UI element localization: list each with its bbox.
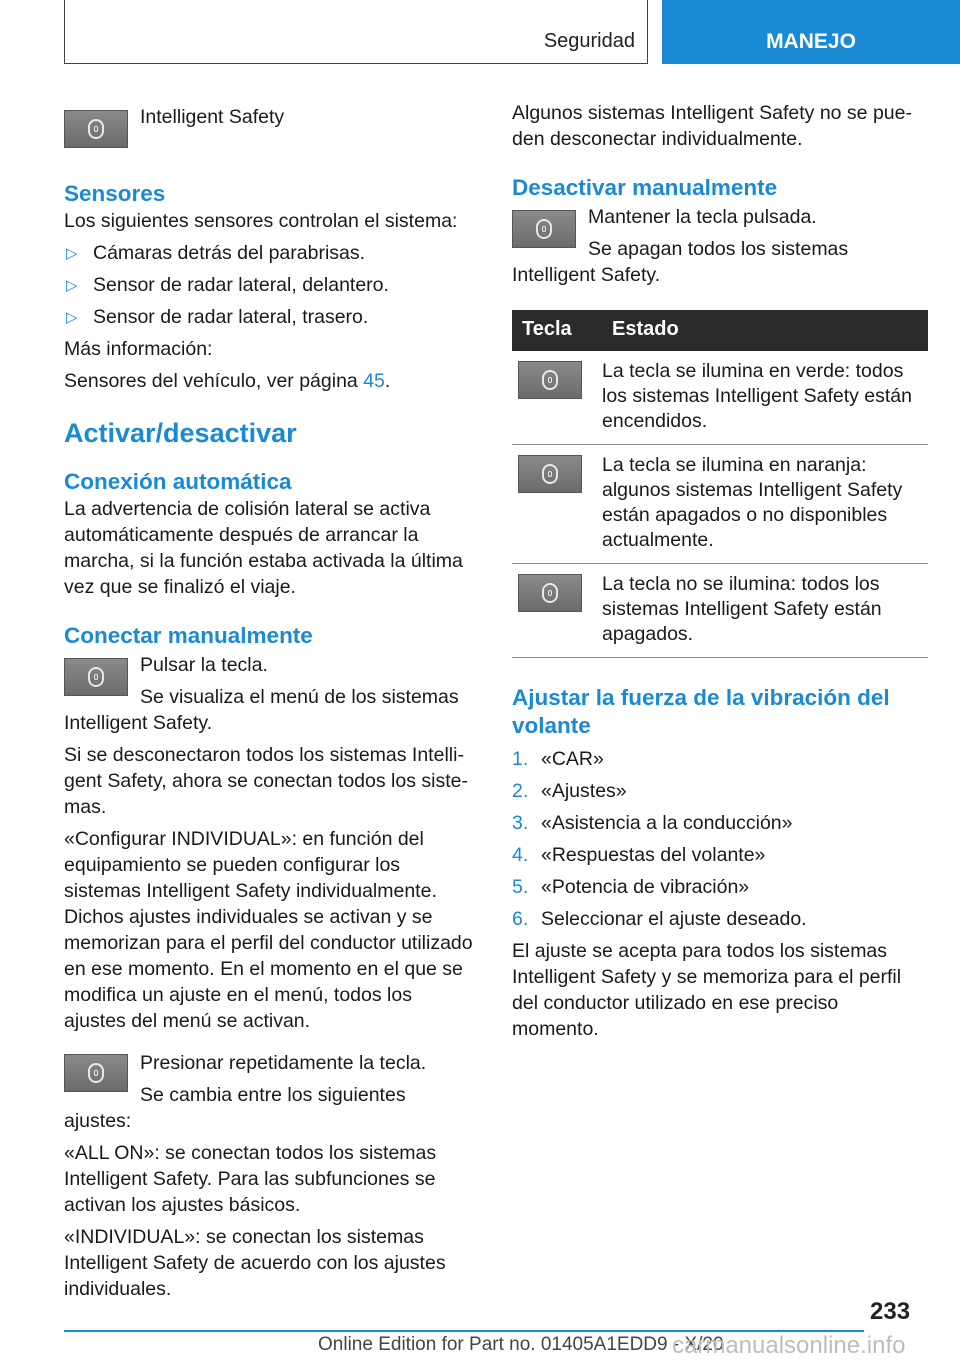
sensor-list [64, 240, 478, 330]
heading-ajustar-vibracion: Ajustar la fuerza de la vibración del volante [512, 685, 890, 738]
list-item: 6. Seleccionar el ajuste deseado. [512, 908, 807, 930]
list-item: ▷ Sensor de radar lateral, delantero. [64, 272, 478, 298]
intelligent-safety-button-icon [64, 658, 128, 696]
status-description: La tecla no se ilumina: todos los sistemas Intelligent Safety están apagados. [602, 564, 928, 658]
column-header-estado: Estado [602, 310, 928, 351]
status-description: La tecla se ilumina en verde: todos los sistemas Intelligent Safety están encendidos. [602, 351, 928, 445]
sensores-intro: Los siguientes sensores controlan el sistema: [64, 210, 458, 232]
intelligent-safety-button-icon [512, 210, 576, 248]
list-item: 4. «Respuestas del volante» [512, 844, 766, 866]
icon-caption: Intelligent Safety [140, 106, 285, 128]
all-on-text: «ALL ON»: se conectan todos los sistemas Intelligent Safety. Para las subfunciones se activan los ajustes básicos. [64, 1142, 437, 1216]
list-item: ▷ Sensor de radar lateral, trasero. [64, 304, 478, 330]
conexion-text: La advertencia de colisión lateral se activa automáticamente después de arrancar la marcha, si la función estaba activada la última vez que se finalizó el viaje. [64, 498, 463, 598]
acepta-text: El ajuste se acepta para todos los sistemas Intelligent Safety y se memoriza para el perfil del conductor utilizado en ese preciso momento. [512, 940, 902, 1040]
configurar-text: «Configurar INDIVIDUAL»: en función del equipamiento se pueden configurar los sistemas Intelligent Safety individualmente. Dichos ajustes individuales se activan y se memorizan para el perfil del conductor utilizado en ese momento. En el momento en el que se modifica un ajuste en el menú, todos los ajustes del menú se activan. [64, 828, 473, 1032]
heading-conectar-manualmente: Conectar manualmente [64, 623, 313, 648]
right-column [512, 100, 926, 1048]
heading-desactivar-manualmente: Desactivar manualmente [512, 175, 778, 200]
apagan-text: Se apagan todos los sistemas Intelligent Safety. [512, 238, 849, 286]
status-table [512, 310, 928, 658]
si-desconectaron-text: Si se desconectaron todos los sistemas Intelligent Safety, ahora se conectan todos los sistemas. [64, 744, 468, 818]
pulsar-text: Pulsar la tecla. [140, 654, 268, 676]
watermark: carmanualsonline.info [672, 1332, 906, 1359]
list-item: 1. «CAR» [512, 748, 604, 770]
intelligent-safety-button-icon [518, 574, 582, 612]
left-column [64, 100, 478, 1308]
list-item: 3. «Asistencia a la conducción» [512, 812, 793, 834]
intelligent-safety-button-icon [64, 1054, 128, 1092]
mantener-text: Mantener la tecla pulsada. [588, 206, 817, 228]
list-item: ▷ Cámaras detrás del parabrisas. [64, 240, 478, 266]
heading-conexion-automatica: Conexión automática [64, 469, 292, 494]
algunos-text: Algunos sistemas Intelligent Safety no se pueden desconectar individualmente. [512, 102, 912, 150]
status-description: La tecla se ilumina en naranja: algunos sistemas Intelligent Safety están apagados o no disponibles actualmente. [602, 445, 928, 564]
column-header-tecla: Tecla [512, 310, 602, 351]
list-item: 5. «Potencia de vibración» [512, 876, 750, 898]
table-row [512, 564, 928, 658]
list-item: 2. «Ajustes» [512, 780, 627, 802]
footer-edition: Online Edition for Part no. 01405A1EDD9 - X/20 [318, 1334, 724, 1355]
header-chapter-tab: MANEJO [662, 0, 960, 64]
table-row [512, 445, 928, 564]
intelligent-safety-button-icon [518, 361, 582, 399]
heading-sensores: Sensores [64, 181, 166, 206]
steps-list [512, 746, 926, 932]
intelligent-safety-button-icon [518, 455, 582, 493]
header-section-title: Seguridad [543, 30, 635, 52]
visualiza-text: Se visualiza el menú de los sistemas Intelligent Safety. [64, 686, 459, 734]
page-link[interactable]: 45 [363, 370, 385, 392]
triangle-right-icon: ▷ [66, 309, 78, 326]
individual-text: «INDIVIDUAL»: se conectan los sistemas Intelligent Safety de acuerdo con los ajustes individuales. [64, 1226, 446, 1300]
intelligent-safety-button-icon [64, 110, 128, 148]
triangle-right-icon: ▷ [66, 245, 78, 262]
table-row [512, 351, 928, 445]
page-number: 233 [870, 1298, 911, 1325]
mas-informacion: Más información: [64, 338, 213, 360]
presionar-text: Presionar repetidamente la tecla. [140, 1052, 427, 1074]
triangle-right-icon: ▷ [66, 277, 78, 294]
cambia-text: Se cambia entre los siguientes ajustes: [64, 1084, 406, 1132]
sensores-reference: Sensores del vehículo, ver página 45. [64, 370, 391, 392]
heading-activar-desactivar: Activar/desactivar [64, 418, 297, 448]
